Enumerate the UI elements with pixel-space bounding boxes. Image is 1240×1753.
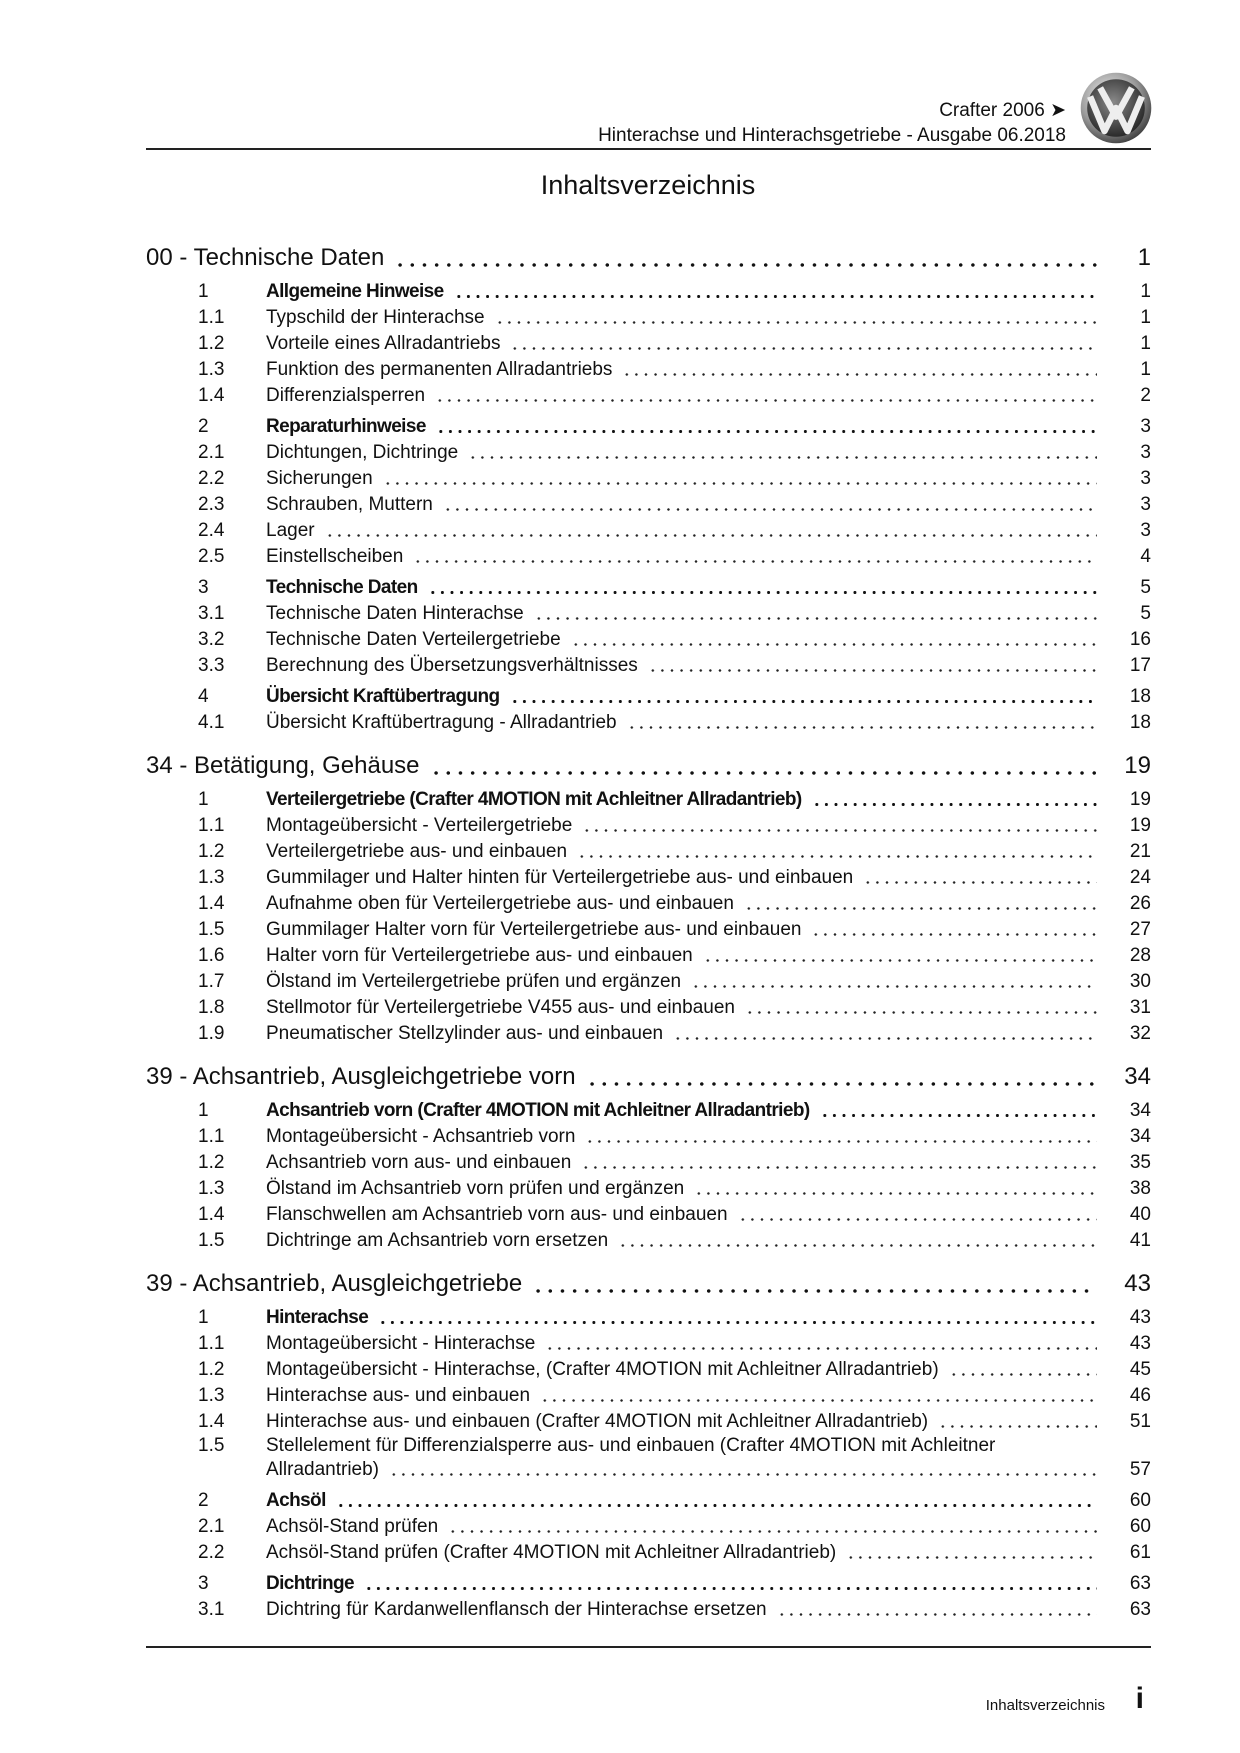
- entry-page: 21: [1129, 841, 1151, 862]
- toc-entry[interactable]: [146, 968, 1151, 994]
- chapter-page: 34: [1124, 1063, 1151, 1090]
- dot-leader: [582, 814, 1097, 838]
- entry-number: 1.2: [198, 1359, 225, 1380]
- entry-number: 2.2: [198, 468, 225, 489]
- entry-number: 2.5: [198, 546, 225, 567]
- chapter-page: 19: [1124, 752, 1151, 779]
- toc-entry[interactable]: [146, 812, 1151, 838]
- vw-logo-icon: [1080, 72, 1152, 144]
- toc-entry[interactable]: [146, 517, 1151, 543]
- entry-number: 1.1: [198, 307, 225, 328]
- dot-leader: [744, 892, 1097, 916]
- entry-title: Dichtungen, Dichtringe: [266, 442, 459, 463]
- chapter-page: 43: [1124, 1270, 1151, 1297]
- dot-leader: [581, 1151, 1097, 1175]
- entry-title: Stellmotor für Verteilergetriebe V455 aus- und einbauen: [266, 997, 735, 1018]
- entry-title: Funktion des permanenten Allradantriebs: [266, 359, 613, 380]
- entry-number: 2.1: [198, 442, 225, 463]
- entry-page: 5: [1140, 603, 1151, 624]
- dot-leader: [622, 358, 1097, 382]
- dot-leader: [454, 280, 1097, 304]
- dot-leader: [325, 519, 1097, 543]
- entry-number: 2.3: [198, 494, 225, 515]
- entry-page: 2: [1140, 385, 1151, 406]
- entry-number: 1.3: [198, 1385, 225, 1406]
- page-title: Inhaltsverzeichnis: [540, 170, 756, 200]
- toc-entry[interactable]: [146, 683, 1151, 709]
- entry-number: 3.1: [198, 603, 225, 624]
- dot-leader: [691, 970, 1097, 994]
- entry-page: 3: [1140, 442, 1151, 463]
- entry-page: 43: [1129, 1333, 1151, 1354]
- dot-leader: [436, 415, 1097, 439]
- entry-number: 4: [198, 686, 209, 707]
- toc-entry[interactable]: [146, 890, 1151, 916]
- dot-leader: [389, 1458, 1097, 1482]
- chapter-title: 34 - Betätigung, Gehäuse: [146, 752, 420, 779]
- entry-title: Differenzialsperren: [266, 385, 426, 406]
- toc-entry[interactable]: [146, 1175, 1151, 1201]
- entry-title: Sicherungen: [266, 468, 373, 489]
- entry-page: 31: [1129, 997, 1151, 1018]
- toc-chapter[interactable]: [146, 240, 1151, 273]
- entry-page: 60: [1129, 1490, 1151, 1511]
- dot-leader: [428, 576, 1097, 600]
- entry-number: 2: [198, 416, 209, 437]
- entry-title: Flanschwellen am Achsantrieb vorn aus- und einbauen: [266, 1204, 728, 1225]
- entry-page: 60: [1129, 1516, 1151, 1537]
- dot-leader: [949, 1358, 1097, 1382]
- entry-title: Verteilergetriebe (Crafter 4MOTION mit Achleitner Allradantrieb): [266, 789, 802, 810]
- entry-page: 24: [1129, 867, 1151, 888]
- entry-number: 1.4: [198, 893, 225, 914]
- toc-entry[interactable]: [146, 1382, 1151, 1408]
- entry-number: 1.2: [198, 1152, 225, 1173]
- toc-entry[interactable]: [146, 382, 1151, 408]
- dot-leader: [673, 1022, 1097, 1046]
- dot-leader: [443, 493, 1097, 517]
- entry-title: Reparaturhinweise: [266, 416, 426, 437]
- entry-title: Technische Daten Verteilergetriebe: [266, 629, 561, 650]
- toc-entry[interactable]: [146, 709, 1151, 735]
- entry-page: 30: [1129, 971, 1151, 992]
- chapter-title: 00 - Technische Daten: [146, 244, 385, 271]
- entry-title: Technische Daten Hinterachse: [266, 603, 524, 624]
- toc-entry[interactable]: [146, 278, 1151, 304]
- toc-entry[interactable]: [146, 1201, 1151, 1227]
- dot-leader: [510, 685, 1097, 709]
- entry-page: 4: [1140, 546, 1151, 567]
- entry-number: 2.2: [198, 1542, 225, 1563]
- entry-page: 35: [1129, 1152, 1151, 1173]
- entry-number: 2.4: [198, 520, 225, 541]
- entry-title: Achsantrieb vorn aus- und einbauen: [266, 1152, 572, 1173]
- entry-number: 2.1: [198, 1516, 225, 1537]
- dot-leader: [468, 441, 1097, 465]
- toc-entry[interactable]: [146, 439, 1151, 465]
- dot-leader: [938, 1410, 1097, 1434]
- entry-number: 1.5: [198, 1230, 225, 1251]
- entry-page: 18: [1129, 712, 1151, 733]
- toc-entry[interactable]: [146, 1020, 1151, 1046]
- entry-page: 3: [1140, 494, 1151, 515]
- entry-page: 43: [1129, 1307, 1151, 1328]
- entry-title: Übersicht Kraftübertragung: [266, 686, 500, 707]
- entry-page: 40: [1129, 1204, 1151, 1225]
- entry-title: Übersicht Kraftübertragung - Allradantrieb: [266, 712, 617, 733]
- entry-title-line2: [266, 1458, 1105, 1482]
- entry-title: Montageübersicht - Achsantrieb vorn: [266, 1126, 576, 1147]
- entry-number: 4.1: [198, 712, 225, 733]
- dot-leader: [586, 1068, 1097, 1092]
- entry-number: 1: [198, 1100, 209, 1121]
- toc-entry[interactable]: [146, 1149, 1151, 1175]
- entry-number: 1.1: [198, 1333, 225, 1354]
- entry-title: Dichtring für Kardanwellenflansch der Hinterachse ersetzen: [266, 1599, 767, 1620]
- entry-page: 17: [1129, 655, 1151, 676]
- entry-page: 1: [1140, 333, 1151, 354]
- dot-leader: [394, 249, 1097, 273]
- footer-section: Inhaltsverzeichnis: [985, 1697, 1105, 1714]
- entry-number: 1.9: [198, 1023, 225, 1044]
- entry-title: Achsöl-Stand prüfen (Crafter 4MOTION mit Achleitner Allradantrieb): [266, 1542, 837, 1563]
- dot-leader: [648, 654, 1097, 678]
- entry-page: 34: [1129, 1100, 1151, 1121]
- dot-leader: [811, 918, 1097, 942]
- entry-page: 34: [1129, 1126, 1151, 1147]
- entry-number: 1.3: [198, 1178, 225, 1199]
- entry-number: 1.3: [198, 867, 225, 888]
- header-rule: [146, 148, 1151, 150]
- footer-page-number: i: [1135, 1682, 1144, 1715]
- toc-chapter[interactable]: [146, 1059, 1151, 1092]
- entry-number: 1.8: [198, 997, 225, 1018]
- entry-page: 63: [1129, 1599, 1151, 1620]
- dot-leader: [534, 602, 1097, 626]
- dot-leader: [812, 788, 1097, 812]
- dot-leader: [585, 1125, 1097, 1149]
- entry-number: 3: [198, 1573, 209, 1594]
- entry-title: Einstellscheiben: [266, 546, 404, 567]
- toc-entry[interactable]: [146, 786, 1151, 812]
- dot-leader: [694, 1177, 1097, 1201]
- dot-leader: [364, 1572, 1097, 1596]
- toc-chapter[interactable]: [146, 748, 1151, 781]
- dot-leader: [430, 757, 1097, 781]
- toc-entry[interactable]: [146, 1227, 1151, 1253]
- toc-entry[interactable]: [146, 1356, 1151, 1382]
- toc-entry[interactable]: [146, 1539, 1151, 1565]
- entry-page: 26: [1129, 893, 1151, 914]
- entry-number: 3.1: [198, 1599, 225, 1620]
- entry-page: 61: [1129, 1542, 1151, 1563]
- dot-leader: [413, 545, 1097, 569]
- dot-leader: [532, 1275, 1097, 1299]
- toc-entry[interactable]: [146, 304, 1151, 330]
- entry-number: 1.5: [198, 919, 225, 940]
- toc-entry[interactable]: [146, 626, 1151, 652]
- entry-page: 46: [1129, 1385, 1151, 1406]
- toc-chapter[interactable]: [146, 1266, 1151, 1299]
- entry-number: 1.1: [198, 1126, 225, 1147]
- header-subtitle: Hinterachse und Hinterachsgetriebe - Ausgabe 06.2018: [598, 125, 1066, 146]
- toc-entry[interactable]: [146, 942, 1151, 968]
- entry-title: Gummilager Halter vorn für Verteilergetriebe aus- und einbauen: [266, 919, 802, 940]
- chapter-page: 1: [1137, 244, 1151, 271]
- toc-entry[interactable]: [146, 574, 1151, 600]
- chapter-title: 39 - Achsantrieb, Ausgleichgetriebe vorn: [146, 1063, 576, 1090]
- entry-title: Montageübersicht - Verteilergetriebe: [266, 815, 573, 836]
- entry-number: 1.4: [198, 1204, 225, 1225]
- toc-entry[interactable]: [146, 1330, 1151, 1356]
- entry-page: 3: [1140, 468, 1151, 489]
- entry-page: 19: [1129, 789, 1151, 810]
- toc-entry[interactable]: [146, 1513, 1151, 1539]
- dot-leader: [777, 1598, 1097, 1622]
- entry-title: Verteilergetriebe aus- und einbauen: [266, 841, 568, 862]
- toc-entry[interactable]: [146, 543, 1151, 569]
- entry-number: 2: [198, 1490, 209, 1511]
- toc-entry[interactable]: [146, 1570, 1151, 1596]
- toc-entry[interactable]: [146, 1596, 1151, 1622]
- dot-leader: [703, 944, 1097, 968]
- entry-page: 1: [1140, 307, 1151, 328]
- entry-title-cont: Allradantrieb): [266, 1459, 379, 1480]
- toc-entry[interactable]: [146, 864, 1151, 890]
- dot-leader: [383, 467, 1097, 491]
- entry-title: Montageübersicht - Hinterachse: [266, 1333, 536, 1354]
- entry-number: 1.6: [198, 945, 225, 966]
- entry-number: 3.3: [198, 655, 225, 676]
- toc-entry[interactable]: [146, 1408, 1151, 1434]
- entry-title: Typschild der Hinterachse: [266, 307, 485, 328]
- entry-title: Vorteile eines Allradantriebs: [266, 333, 501, 354]
- entry-page: 18: [1129, 686, 1151, 707]
- entry-number: 1.4: [198, 385, 225, 406]
- entry-page: 1: [1140, 359, 1151, 380]
- dot-leader: [577, 840, 1097, 864]
- toc-entry[interactable]: [146, 652, 1151, 678]
- dot-leader: [495, 306, 1097, 330]
- entry-number: 1.5: [198, 1435, 225, 1456]
- dot-leader: [571, 628, 1097, 652]
- dot-leader: [336, 1489, 1097, 1513]
- entry-number: 1.3: [198, 359, 225, 380]
- entry-title: Dichtringe: [266, 1573, 354, 1594]
- dot-leader: [435, 384, 1097, 408]
- footer-rule: [146, 1646, 1151, 1648]
- entry-number: 3: [198, 577, 209, 598]
- toc-entry[interactable]: [146, 1487, 1151, 1513]
- toc-entry[interactable]: [146, 916, 1151, 942]
- toc-entry[interactable]: [146, 1097, 1151, 1123]
- dot-leader: [545, 1332, 1097, 1356]
- entry-title: Hinterachse aus- und einbauen: [266, 1385, 531, 1406]
- entry-number: 1.2: [198, 333, 225, 354]
- entry-number: 1: [198, 1307, 209, 1328]
- header-model: Crafter 2006 ➤: [939, 100, 1066, 121]
- entry-title: Hinterachse: [266, 1307, 369, 1328]
- dot-leader: [627, 711, 1097, 735]
- entry-title: Ölstand im Verteilergetriebe prüfen und ergänzen: [266, 971, 682, 992]
- dot-leader: [540, 1384, 1097, 1408]
- entry-page: 3: [1140, 416, 1151, 437]
- entry-page: 16: [1129, 629, 1151, 650]
- entry-page: 3: [1140, 520, 1151, 541]
- entry-title: Allgemeine Hinweise: [266, 281, 444, 302]
- toc-entry[interactable]: [146, 1123, 1151, 1149]
- entry-title: Hinterachse aus- und einbauen (Crafter 4MOTION mit Achleitner Allradantrieb): [266, 1411, 929, 1432]
- chapter-title: 39 - Achsantrieb, Ausgleichgetriebe: [146, 1270, 523, 1297]
- entry-number: 1.2: [198, 841, 225, 862]
- entry-number: 1.7: [198, 971, 225, 992]
- toc-entry[interactable]: [146, 1434, 1151, 1482]
- toc-entry[interactable]: [146, 838, 1151, 864]
- entry-number: 1: [198, 789, 209, 810]
- entry-title-block: [266, 1434, 1105, 1482]
- entry-title: Achsöl: [266, 1490, 326, 1511]
- table-of-contents: [146, 240, 1151, 1622]
- dot-leader: [846, 1541, 1097, 1565]
- entry-page: 41: [1129, 1230, 1151, 1251]
- entry-title: Achsantrieb vorn (Crafter 4MOTION mit Achleitner Allradantrieb): [266, 1100, 810, 1121]
- entry-title: Halter vorn für Verteilergetriebe aus- und einbauen: [266, 945, 693, 966]
- dot-leader: [510, 332, 1097, 356]
- toc-entry[interactable]: [146, 465, 1151, 491]
- toc-entry[interactable]: [146, 330, 1151, 356]
- entry-title: Aufnahme oben für Verteilergetriebe aus- und einbauen: [266, 893, 734, 914]
- dot-leader: [618, 1229, 1097, 1253]
- entry-title: Achsöl-Stand prüfen: [266, 1516, 439, 1537]
- toc-entry[interactable]: [146, 413, 1151, 439]
- toc-entry[interactable]: [146, 600, 1151, 626]
- toc-entry[interactable]: [146, 491, 1151, 517]
- entry-number: 1.4: [198, 1411, 225, 1432]
- entry-page: 5: [1140, 577, 1151, 598]
- entry-page: 63: [1129, 1573, 1151, 1594]
- entry-number: 1.1: [198, 815, 225, 836]
- toc-entry[interactable]: [146, 994, 1151, 1020]
- entry-page: 45: [1129, 1359, 1151, 1380]
- entry-page: 57: [1129, 1459, 1151, 1480]
- entry-page: 28: [1129, 945, 1151, 966]
- toc-entry[interactable]: [146, 1304, 1151, 1330]
- dot-leader: [738, 1203, 1097, 1227]
- entry-number: 3.2: [198, 629, 225, 650]
- dot-leader: [745, 996, 1097, 1020]
- entry-page: 32: [1129, 1023, 1151, 1044]
- entry-page: 51: [1129, 1411, 1151, 1432]
- entry-title: Technische Daten: [266, 577, 418, 598]
- entry-title: Stellelement für Differenzialsperre aus- und einbauen (Crafter 4MOTION mit Achleitner: [266, 1435, 996, 1456]
- entry-page: 1: [1140, 281, 1151, 302]
- dot-leader: [448, 1515, 1097, 1539]
- entry-page: 38: [1129, 1178, 1151, 1199]
- dot-leader: [820, 1099, 1097, 1123]
- entry-title: Pneumatischer Stellzylinder aus- und einbauen: [266, 1023, 664, 1044]
- entry-title: Dichtringe am Achsantrieb vorn ersetzen: [266, 1230, 609, 1251]
- entry-title: Ölstand im Achsantrieb vorn prüfen und ergänzen: [266, 1178, 685, 1199]
- toc-entry[interactable]: [146, 356, 1151, 382]
- entry-page: 19: [1129, 815, 1151, 836]
- entry-number: 1: [198, 281, 209, 302]
- dot-leader: [378, 1306, 1097, 1330]
- entry-title: Gummilager und Halter hinten für Verteilergetriebe aus- und einbauen: [266, 867, 854, 888]
- entry-title: Schrauben, Muttern: [266, 494, 433, 515]
- entry-page: 27: [1129, 919, 1151, 940]
- entry-title: Berechnung des Übersetzungsverhältnisses: [266, 655, 638, 676]
- entry-title: Montageübersicht - Hinterachse, (Crafter 4MOTION mit Achleitner Allradantrieb): [266, 1359, 939, 1380]
- entry-title: Lager: [266, 520, 315, 541]
- dot-leader: [863, 866, 1097, 890]
